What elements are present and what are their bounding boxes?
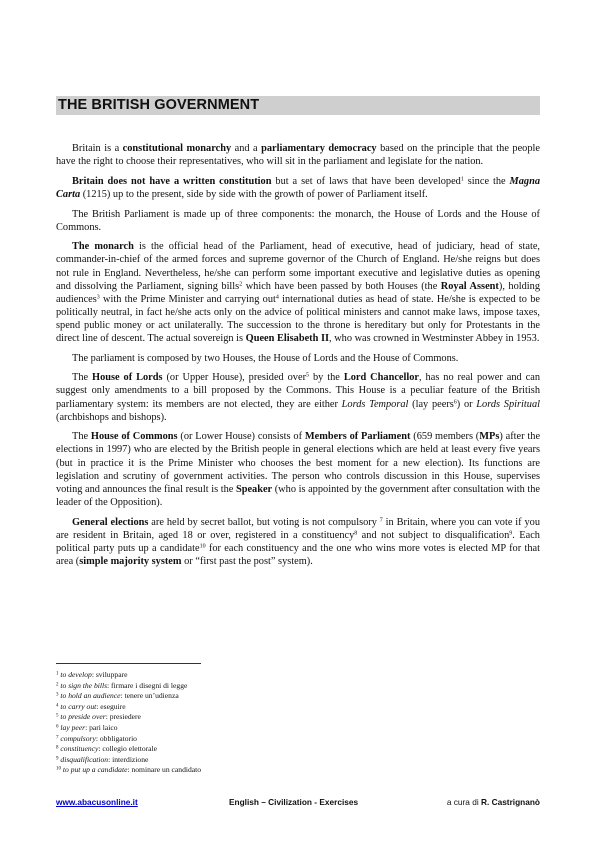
text-run: . Each political party puts up a candidate — [56, 529, 540, 554]
footnote-number: 1 — [56, 671, 59, 677]
footnote-ref: 7 — [379, 517, 383, 523]
text-run: ) after the elections in 1997) who are elected by the British people in general elections which are held at least every five years (but in practice it is the Prime Minister who chooses the best moment for a new election). Its functions are legislation and scrutiny of government activities. The person who controls discussion in this House, supervises voting and announces the final result is the — [56, 431, 541, 495]
footnote-definition: : sviluppare — [91, 670, 128, 679]
footer-author-prefix: a cura di — [446, 797, 481, 807]
footnote-term: to hold an audience — [60, 691, 121, 701]
footnote-number: 9 — [56, 756, 59, 762]
text-run: (archbishops and bishops). — [56, 411, 167, 423]
footnote-item — [56, 670, 540, 681]
text-run: and not subject to disqualification — [357, 529, 510, 541]
footnote-definition: : firmare i disegni di legge — [107, 680, 188, 690]
title-bar — [56, 96, 540, 115]
footnote-term: to sign the bills — [60, 680, 108, 690]
footnote-number: 6 — [56, 724, 59, 730]
text-run: Britain is a — [72, 143, 123, 154]
emphasis-bold: Britain does not have a written constitution — [72, 175, 272, 187]
footnote-definition: : nominare un candidato — [127, 765, 202, 775]
footer-author — [447, 797, 540, 807]
footnote-item — [56, 702, 540, 713]
text-run: (or Upper House), presided over — [162, 372, 307, 384]
emphasis-bold: Queen Elisabeth II — [245, 333, 330, 344]
article-body — [56, 142, 540, 568]
footnote-definition: : obbligatorio — [95, 733, 137, 743]
paragraph — [56, 430, 540, 509]
emphasis-bold: Lord Chancellor — [343, 372, 420, 384]
text-run: The parliament is composed by two Houses, the House of Lords and the House of Commons. — [72, 352, 459, 364]
footnote-item — [56, 744, 540, 755]
footnote-term: to put up a candidate — [62, 765, 128, 775]
emphasis-italic: Lords Temporal — [341, 398, 409, 410]
footnote-number: 4 — [56, 703, 59, 709]
footnote-ref: 5 — [306, 372, 310, 379]
text-run: (who is appointed by the government after consultation with the leader of the Opposition). — [56, 483, 540, 508]
footer-website-link[interactable]: www.abacusonline.it — [56, 797, 138, 807]
emphasis-bold: The monarch — [72, 241, 134, 253]
text-run: is the official head of the Parliament, head of executive, head of judiciary, head of state, commander-in-chief of the armed forces and supreme governor of the Church of England. He/she reigns but does not rule in England. Nevertheless, he/she can perform some important executive and legislative duties as opening and dissolving the Parliament, signing bills — [56, 241, 540, 292]
text-run: since the — [463, 175, 510, 187]
text-run: are held by secret ballot, but voting is not compulsory — [148, 516, 380, 528]
footnote-number: 8 — [56, 745, 59, 751]
text-run: international duties as head of state. He/she is expected to be politically neutral, in fact he/she acts only on the advice of political ministers and cannot make laws, impose taxes, spend public money or act unilaterally. The succession to the throne is hereditary but only for Protestants in the direct line of descent. The actual sovereign is — [56, 293, 540, 344]
footnote-definition: : presiedere — [105, 712, 141, 722]
paragraph — [56, 371, 540, 423]
footnote-ref: 6 — [453, 399, 457, 406]
footnote-item — [56, 691, 540, 702]
footnote-term: to develop — [60, 670, 92, 679]
emphasis-bold: simple majority system — [79, 555, 182, 567]
footnote-ref: 3 — [96, 294, 100, 301]
footnote-definition: : interdizione — [108, 754, 149, 764]
paragraph — [56, 208, 540, 234]
text-run: (659 members ( — [410, 431, 480, 443]
emphasis-italic: Lords Spiritual — [476, 398, 540, 410]
footnote-term: constituency — [60, 744, 99, 754]
footnote-term: compulsory — [60, 733, 96, 743]
footnote-definition: : pari laico — [85, 722, 118, 732]
footnote-term: lay peer — [60, 722, 86, 732]
footnote-number: 7 — [56, 735, 59, 741]
text-run: , has no real power and can suggest only amendments to a bill proposed by the Commons. This House is a peculiar feature of the British parliamentary system: its members are not elected, they are either — [56, 372, 541, 410]
footnote-divider — [56, 663, 201, 664]
text-run: which have been passed by both Houses (the — [242, 280, 441, 292]
text-run: in Britain, where you can vote if you are resident in Britain, aged 18 or over, registered in a constituency — [56, 516, 541, 541]
text-run: ), holding audiences — [56, 280, 540, 305]
text-run: The British Parliament is made up of three components: the monarch, the House of Lords and the House of Commons. — [56, 208, 540, 233]
footnote-term: disqualification — [60, 754, 109, 764]
footnote-item — [56, 734, 540, 745]
emphasis-bold: constitutional monarchy — [122, 143, 232, 154]
footnote-definition: : eseguire — [96, 701, 126, 711]
footnotes — [56, 670, 540, 776]
footnote-item — [56, 681, 540, 692]
emphasis-bold: Members of Parliament — [304, 431, 411, 443]
text-run: but a set of laws that have been developed — [271, 175, 461, 187]
page-content — [56, 96, 540, 574]
footnote-item — [56, 755, 540, 766]
footnote-definition: : collegio elettorale — [98, 744, 157, 754]
paragraph — [56, 516, 540, 568]
footnote-term: to carry out — [60, 701, 97, 711]
footnote-ref: 10 — [199, 543, 206, 550]
footer-course-label: English – Civilization - Exercises — [229, 797, 359, 807]
footnote-ref: 1 — [460, 176, 464, 183]
footnote-definition: : tenere un’udienza — [120, 691, 179, 701]
text-run: (lay peers — [408, 398, 454, 410]
text-run: (1215) up to the present, side by side with the growth of power of Parliament itself. — [80, 188, 428, 200]
text-run: , who was crowned in Westminster Abbey in 1953. — [329, 333, 540, 344]
footnote-item — [56, 723, 540, 734]
page-title: THE BRITISH GOVERNMENT — [58, 97, 260, 113]
text-run: based on the principle that the people have the right to choose their representatives, who will sit in the parliament and legislate for the nation. — [56, 143, 540, 168]
text-run: with the Prime Minister and carrying out — [99, 293, 276, 305]
paragraph — [56, 175, 540, 201]
text-run: and a — [231, 143, 262, 154]
text-run: ) or — [456, 398, 477, 410]
text-run: or “first past the post” system). — [181, 555, 313, 567]
text-run: (or Lower House) consists of — [177, 431, 305, 443]
emphasis-bold: House of Commons — [90, 431, 178, 443]
emphasis-bold: MPs — [479, 431, 500, 443]
emphasis-bold: House of Lords — [92, 372, 163, 384]
footnote-ref: 4 — [275, 294, 279, 301]
footnote-number: 10 — [56, 766, 61, 772]
footnote-item — [56, 712, 540, 723]
paragraph — [56, 240, 540, 345]
footnote-number: 5 — [56, 713, 59, 719]
text-run: for each constituency and the one who wins more votes is elected MP for that area ( — [56, 542, 540, 567]
text-run: The — [72, 372, 93, 384]
emphasis-bold: General elections — [72, 516, 149, 528]
emphasis-bold: Speaker — [235, 483, 273, 495]
footnote-number: 3 — [56, 692, 59, 698]
emphasis-bold-italic: Magna Carta — [56, 175, 541, 200]
emphasis-bold: Royal Assent — [440, 280, 499, 292]
footnote-ref: 8 — [354, 530, 358, 537]
footnote-item — [56, 765, 540, 776]
paragraph — [56, 352, 540, 365]
footnote-term: to preside over — [60, 712, 106, 722]
page-footer — [56, 797, 540, 809]
text-run: The — [72, 431, 91, 443]
paragraph — [56, 142, 540, 168]
text-run: by the — [309, 372, 344, 384]
footer-author-name: R. Castrignanò — [480, 797, 540, 807]
footnote-ref: 9 — [509, 530, 513, 537]
footnote-number: 2 — [56, 682, 59, 688]
footnote-ref: 2 — [239, 281, 243, 288]
emphasis-bold: parliamentary democracy — [261, 143, 377, 154]
